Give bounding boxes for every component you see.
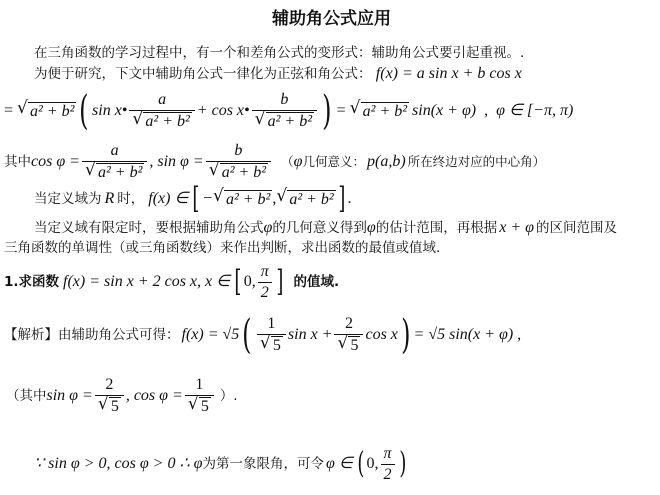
- solution-f: f(x) = √5: [181, 326, 240, 343]
- phi-definition: [4, 140, 545, 184]
- fraction-a-numerator: a: [129, 91, 194, 111]
- intro-formula: f(x) = a sin x + b cos x: [375, 65, 522, 82]
- limited-line-2: 三角函数的单调性（或三角函数线）来作出判断，求出函数的最值或值域.: [4, 240, 441, 256]
- intro-line-1: 在三角函数的学习过程中，有一个和差角公式的变形式：辅助角公式要引起重视。.: [34, 45, 525, 61]
- problem-label: 1.求函数: [4, 274, 60, 290]
- derivation-result: sin(x + φ): [412, 102, 477, 119]
- derivation-sin-x: sin x•: [92, 102, 128, 119]
- derivation-cos-x: + cos x•: [196, 102, 250, 119]
- phi-note-symbol: φ: [293, 153, 303, 170]
- derivation-sqrt-2: √ a² + b²: [350, 102, 409, 120]
- phi-note-point: p(a,b): [366, 153, 406, 170]
- range-lower-sqrt: √ a² + b²: [213, 190, 272, 208]
- phi-range: φ ∈ [−π, π): [496, 102, 574, 119]
- solution-frac-2: 2 √ 5: [334, 315, 363, 355]
- fraction-b-over-sqrt: [252, 91, 317, 131]
- solution-result: = √5 sin(x + φ): [413, 326, 514, 343]
- intro-line-2: [34, 66, 522, 82]
- sin-phi-fraction: b √ a² + b²: [206, 142, 271, 182]
- conclusion-because: ∵ sin φ > 0, cos φ > 0 ∴ φ: [34, 455, 203, 472]
- fraction-a-denominator: √ a² + b²: [132, 112, 191, 131]
- fraction-b-denominator: √ a² + b²: [255, 112, 314, 131]
- derivation-equation: = √ a² + b² ( sin x• a √ a² + b² + cos x• b √ a² + b² ) = √ a² + b² sin(x + φ) , φ ∈ [−π, π): [4, 86, 573, 136]
- problem-pi-over-2: $\frac{\pi}{2}$: [258, 263, 272, 302]
- limited-phi-1: φ: [263, 219, 273, 236]
- problem-1: 1.求函数 f(x) = sin x + 2 cos x, x ∈ [ 0, $\frac{\pi}{2}$ ] 的值域.: [4, 262, 340, 301]
- phi-def-prefix: 其中: [4, 154, 31, 170]
- cos-phi-fraction: a √ a² + b²: [82, 142, 147, 182]
- conclusion-text: 为第一象限角，可令: [202, 456, 325, 472]
- sin-phi-label: , sin φ =: [149, 153, 204, 170]
- conclusion-line: ∵ sin φ > 0, cos φ > 0 ∴ φ 为第一象限角，可令 φ ∈ ( 0, $\frac{\pi}{2}$ ): [34, 444, 406, 483]
- solution-label: 【解析】: [4, 327, 58, 343]
- big-paren-left: (: [79, 88, 89, 134]
- solution-line: 【解析】 由辅助角公式可得： f(x) = √5 ( 1 √ 5 sin x + 2 √ 5 cos x ) = √5 sin(x + φ) ,: [4, 310, 521, 360]
- problem-tail: 的值域.: [293, 274, 340, 290]
- page-title: 辅助角公式应用: [272, 9, 391, 29]
- big-paren-right: ): [322, 88, 332, 134]
- phi-note-end: 所在终边对应的中心角）: [407, 154, 546, 169]
- where-frac-1: 1 √ 5: [185, 376, 214, 416]
- fraction-a-over-sqrt: [129, 91, 194, 131]
- conclusion-pi-over-2: $\frac{\pi}{2}$: [381, 445, 395, 484]
- domain-r-text: 当定义域为: [34, 191, 102, 207]
- limited-phi-2: φ: [366, 219, 376, 236]
- solution-text: 由辅助角公式可得：: [58, 327, 180, 343]
- cos-phi-label: cos φ =: [31, 153, 80, 170]
- phi-note-open: （: [281, 154, 294, 169]
- where-cos-phi: , cos φ =: [125, 387, 183, 404]
- where-frac-2: 2 √ 5: [95, 376, 124, 416]
- domain-r-line: 当定义域为 R 时， f(x) ∈ [ − √ a² + b² , √ a² + b² ] .: [34, 186, 351, 212]
- derivation-eq-sign-2: =: [336, 102, 346, 119]
- fraction-b-numerator: b: [252, 91, 317, 111]
- limited-expr: x + φ: [499, 219, 534, 236]
- domain-r-formula: f(x) ∈: [148, 190, 189, 207]
- derivation-sqrt: √ a² + b²: [17, 102, 76, 120]
- intro-line-2-text: 为便于研究，下文中辅助角公式一律化为正弦和角公式：: [34, 66, 372, 82]
- domain-r-symbol: R: [104, 190, 115, 207]
- where-line: （其中 sin φ = 2 √ 5 , cos φ = 1 √ 5 ）.: [6, 374, 238, 418]
- range-upper-sqrt: √ a² + b²: [276, 190, 335, 208]
- where-sin-phi: sin φ =: [46, 387, 93, 404]
- problem-formula: f(x) = sin x + 2 cos x, x ∈: [63, 273, 231, 290]
- phi-note-mid: 几何意义：: [302, 154, 365, 169]
- domain-r-text2: 时，: [117, 191, 145, 207]
- derivation-eq-sign: =: [4, 102, 14, 119]
- conclusion-phi-in: φ ∈: [326, 455, 353, 472]
- limited-line-1: 当定义域有限定时，要根据辅助角公式φ的几何意义得到φ的估计范围，再根据 x + φ 的区间范围及: [34, 219, 617, 236]
- solution-frac-1: 1 √ 5: [257, 315, 286, 355]
